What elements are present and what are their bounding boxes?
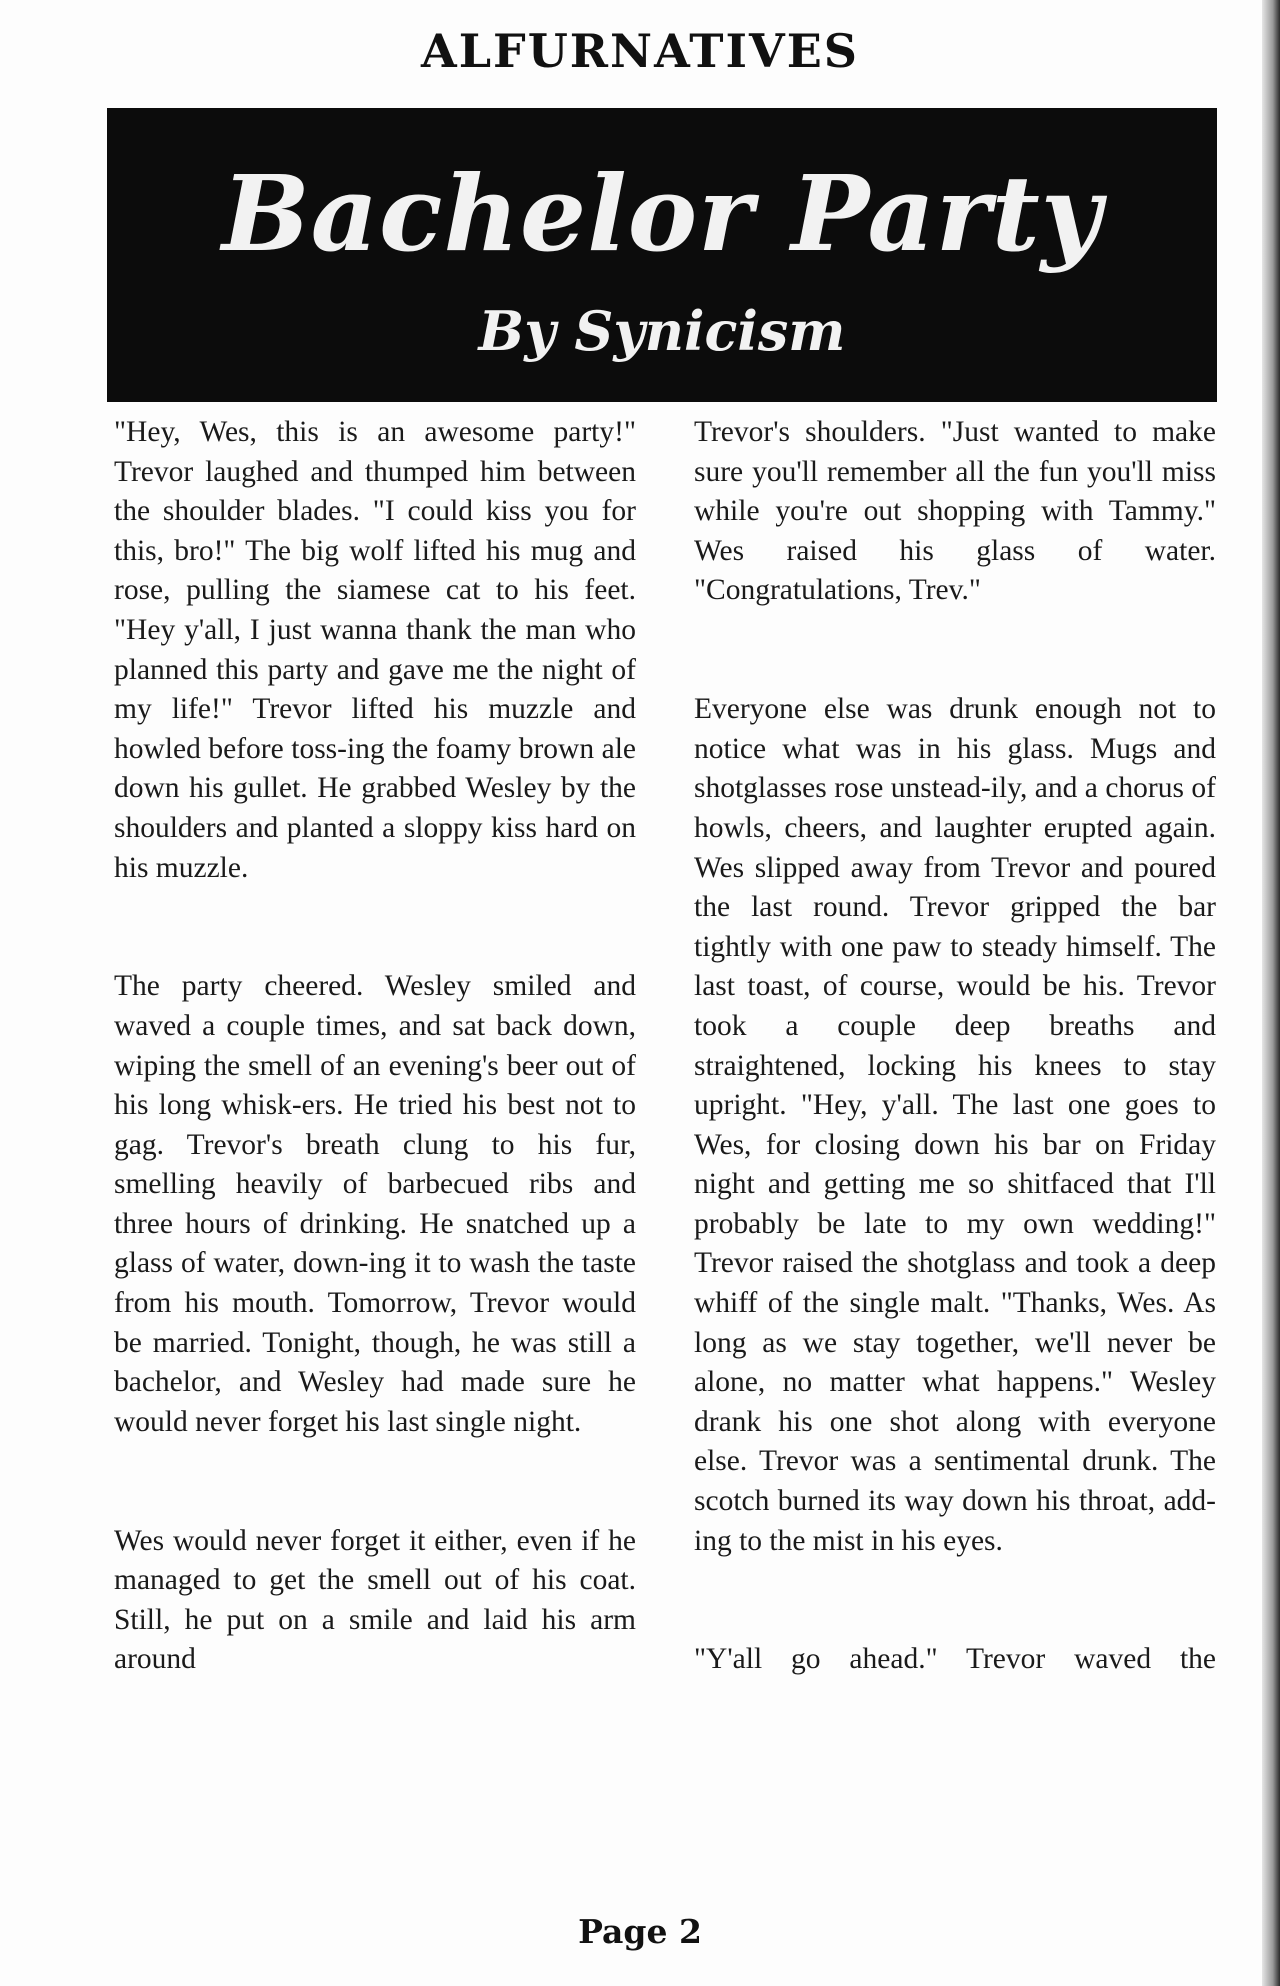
running-head: ALFURNATIVES bbox=[421, 24, 859, 78]
paragraph: "Y'all go ahead." Trevor waved the bbox=[694, 1643, 1216, 1676]
paragraph: Trevor's shoulders. "Just wanted to make sure you'll remember all the fun you'll miss while you're out shopping with Tammy." Wes raised his glass of water. "Congratulations, Trev." bbox=[694, 416, 1216, 607]
page-number: Page 2 bbox=[578, 1912, 702, 1951]
paragraph: "Hey, Wes, this is an awesome party!" Trevor laughed and thumped him between the shoulder blades. "I could kiss you for this, bro!" The big wolf lifted his mug and rose, pulling the siamese cat to his feet. "Hey y'all, I just wanna thank the man who planned this party and gave me the night of my life!" Trevor lifted his muzzle and howled before toss-ing the foamy brown ale down his gullet. He grabbed Wesley by the shoulders and planted a sloppy kiss hard on his muzzle. bbox=[114, 416, 636, 884]
story-byline: By Synicism bbox=[478, 299, 846, 363]
paragraph: The party cheered. Wesley smiled and waved a couple times, and sat back down, wiping the smell of an evening's beer out of his long whisk-ers. He tried his best not to gag. Trevor's breath clung to his fur, smelling heavily of barbecued ribs and three hours of drinking. He snatched up a glass of water, down-ing it to wash the taste from his mouth. Tomorrow, Trevor would be married. Tonight, though, he was still a bachelor, and Wesley had made sure he would never forget his last single night. bbox=[114, 970, 636, 1438]
paragraph: Everyone else was drunk enough not to notice what was in his glass. Mugs and shotglasses rose unstead-ily, and a chorus of howls, cheers, and laughter erupted again. Wes slipped away from Trevor and poured the last round. Trevor gripped the bar tightly with one paw to steady himself. The last toast, of course, would be his. Trevor took a couple deep breaths and straightened, locking his knees to stay upright. "Hey, y'all. The last one goes to Wes, for closing down his bar on Friday night and getting me so shitfaced that I'll probably be late to my own wedding!" Trevor raised the shotglass and took a deep whiff of the single malt. "Thanks, Wes. As long as we stay together, we'll never be alone, no matter what happens." Wesley drank his one shot along with everyone else. Trevor was a sentimental drunk. The scotch burned its way down his throat, add-ing to the mist in his eyes. bbox=[694, 693, 1216, 1557]
paragraph: Wes would never forget it either, even if he managed to get the smell out of his coat. Still, he put on a smile and laid his arm around bbox=[114, 1524, 636, 1676]
left-column bbox=[114, 413, 636, 1680]
title-banner bbox=[107, 108, 1217, 402]
story-title: Bachelor Party bbox=[221, 152, 1103, 275]
page-edge-shadow bbox=[1262, 0, 1280, 1986]
right-column bbox=[694, 413, 1216, 1680]
